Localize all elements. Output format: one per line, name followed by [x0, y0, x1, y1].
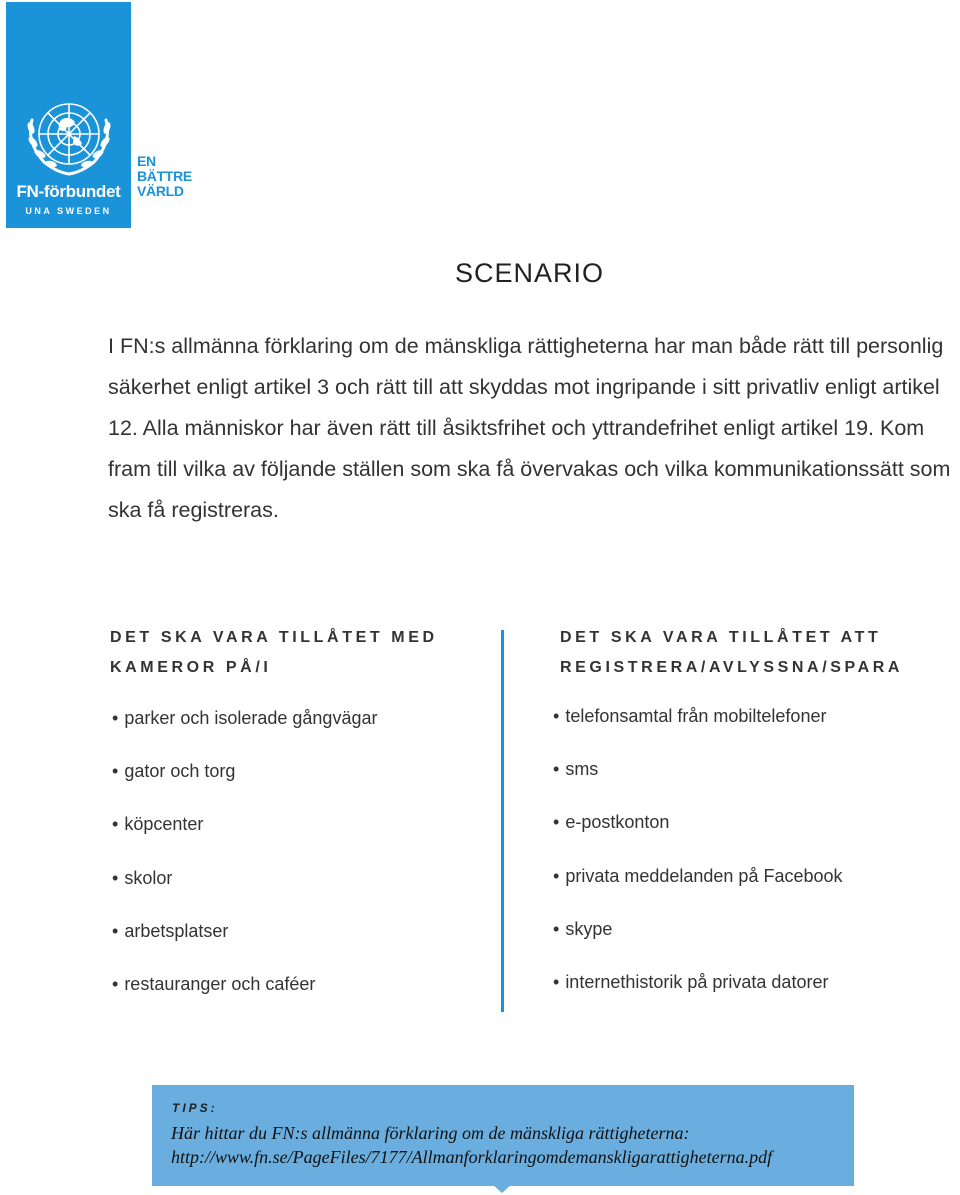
page-title: SCENARIO	[455, 258, 605, 288]
list-item	[553, 759, 843, 812]
bullet-icon: •	[112, 920, 119, 941]
list-item-text: restauranger och caféer	[124, 973, 316, 994]
list-item-text: telefonsamtal från mobiltelefoner	[565, 706, 827, 726]
list-item-text: arbetsplatser	[124, 920, 229, 941]
tips-box	[152, 1085, 854, 1186]
logo-tagline	[137, 154, 192, 199]
bullet-icon: •	[112, 973, 119, 994]
bullet-icon: •	[553, 706, 560, 726]
logo-name: FN-förbundet	[16, 182, 121, 201]
list-item-text: internethistorik på privata datorer	[565, 971, 829, 992]
list-item-text: privata meddelanden på Facebook	[565, 865, 843, 886]
list-item-text: sms	[565, 759, 599, 780]
tips-pointer	[492, 1184, 512, 1193]
list-item-text: skolor	[124, 867, 173, 888]
list-item	[112, 761, 377, 814]
list-item	[112, 974, 377, 1027]
list-item	[553, 972, 843, 1025]
tips-label: TIPS:	[172, 1101, 218, 1115]
right-column-heading	[560, 623, 903, 683]
tips-description: Här hittar du FN:s allmänna förklaring om de mänskliga rättigheterna:	[171, 1123, 690, 1143]
tagline-line: VÄRLD	[137, 183, 184, 199]
list-item-text: gator och torg	[124, 761, 236, 782]
list-item	[553, 866, 843, 919]
bullet-icon: •	[112, 708, 119, 728]
bullet-icon: •	[553, 971, 560, 992]
list-item	[112, 921, 377, 974]
intro-paragraph: I FN:s allmänna förklaring om de mänskliga rättigheterna har man både rätt till personlig säkerhet enligt artikel 3 och rätt till att skyddas mot ingripande i sitt privatliv enligt artikel 12. Alla människor har även rätt till åsiktsfrihet och yttrandefrihet enligt artikel 19. Kom fram till vilka av följande ställen som ska få övervakas och vilka kommunikationssätt som ska få registreras.	[108, 334, 951, 522]
heading-line: DET SKA VARA TILLÅTET ATT	[560, 629, 882, 646]
column-divider	[501, 630, 504, 1012]
camera-locations-list	[112, 708, 377, 1027]
logo	[6, 2, 131, 228]
list-item	[553, 919, 843, 972]
list-item-text: köpcenter	[124, 814, 204, 835]
bullet-icon: •	[553, 865, 560, 886]
list-item-text: skype	[565, 918, 613, 939]
list-item	[112, 708, 377, 761]
bullet-icon: •	[553, 918, 560, 939]
tagline-line: EN	[137, 153, 156, 169]
bullet-icon: •	[112, 814, 119, 835]
list-item	[112, 814, 377, 867]
tips-link[interactable]: http://www.fn.se/PageFiles/7177/Allmanforklaringomdemanskligarattigheterna.pdf	[171, 1147, 773, 1167]
list-item-text: e-postkonton	[565, 812, 670, 833]
list-item	[553, 706, 843, 759]
left-column-heading	[110, 623, 438, 683]
heading-line: DET SKA VARA TILLÅTET MED	[110, 629, 438, 646]
list-item-text: parker och isolerade gångvägar	[124, 708, 378, 728]
tagline-line: BÄTTRE	[137, 168, 192, 184]
logo-subtitle: UNA SWEDEN	[25, 206, 112, 216]
communication-methods-list	[553, 706, 843, 1025]
list-item	[112, 868, 377, 921]
list-item	[553, 812, 843, 865]
heading-line: REGISTRERA/AVLYSSNA/SPARA	[560, 659, 904, 676]
bullet-icon: •	[553, 812, 560, 833]
un-emblem-icon	[14, 90, 124, 180]
heading-line: KAMEROR PÅ/I	[110, 659, 272, 676]
bullet-icon: •	[112, 867, 119, 888]
bullet-icon: •	[112, 761, 119, 782]
tips-text	[171, 1121, 772, 1169]
bullet-icon: •	[553, 759, 560, 780]
